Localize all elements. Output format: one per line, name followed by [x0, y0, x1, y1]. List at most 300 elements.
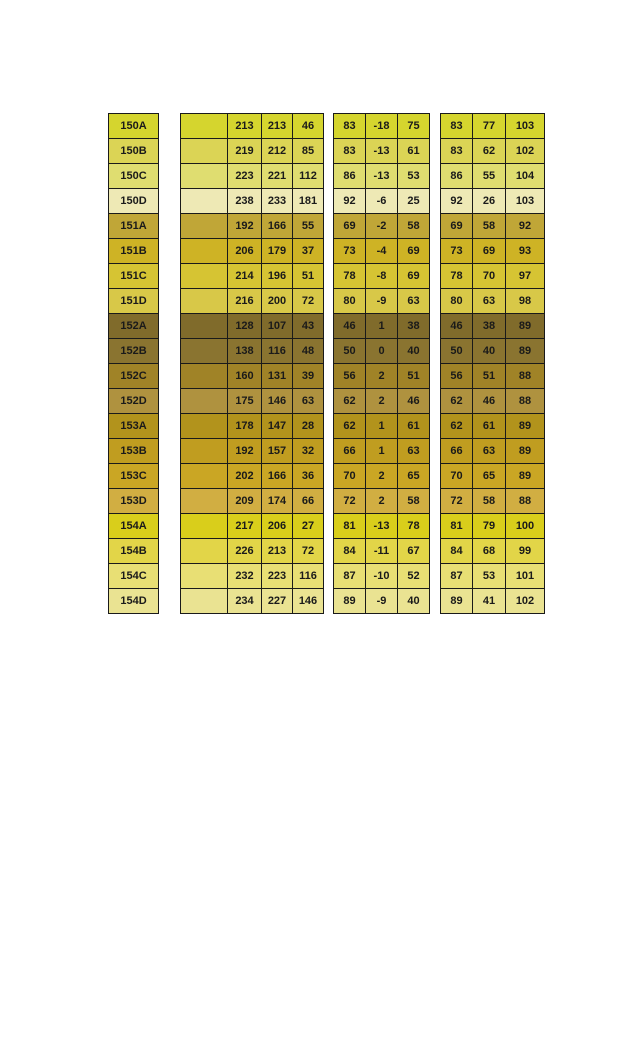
color-swatch — [181, 314, 228, 339]
lch-h-value: 97 — [506, 264, 545, 289]
rgb-b-value: 36 — [293, 464, 324, 489]
swatch-row — [334, 564, 430, 589]
swatch-code: 153B — [109, 439, 159, 464]
lch-c-value: 53 — [473, 564, 506, 589]
lch-c-value: 69 — [473, 239, 506, 264]
rgb-r-value: 213 — [228, 114, 262, 139]
lab-l-value: 72 — [334, 489, 366, 514]
swatch-code: 154B — [109, 539, 159, 564]
rgb-b-value: 116 — [293, 564, 324, 589]
swatch-row — [181, 214, 324, 239]
lch-c-value: 51 — [473, 364, 506, 389]
rgb-table — [180, 113, 324, 614]
lch-c-value: 55 — [473, 164, 506, 189]
swatch-row — [441, 439, 545, 464]
lch-l-value: 70 — [441, 464, 473, 489]
swatch-row — [109, 489, 159, 514]
rgb-r-value: 223 — [228, 164, 262, 189]
rgb-r-value: 217 — [228, 514, 262, 539]
lab-b-value: 63 — [398, 439, 430, 464]
lch-h-value: 102 — [506, 139, 545, 164]
color-swatch — [181, 189, 228, 214]
swatch-row — [441, 414, 545, 439]
rgb-r-value: 209 — [228, 489, 262, 514]
lch-l-value: 92 — [441, 189, 473, 214]
lab-a-value: -8 — [366, 264, 398, 289]
swatch-row — [181, 514, 324, 539]
swatch-row — [109, 539, 159, 564]
code-column — [108, 113, 159, 614]
swatch-row — [441, 364, 545, 389]
lch-l-value: 66 — [441, 439, 473, 464]
lab-b-value: 40 — [398, 339, 430, 364]
lch-h-value: 100 — [506, 514, 545, 539]
lab-b-value: 67 — [398, 539, 430, 564]
swatch-row — [109, 314, 159, 339]
rgb-r-value: 192 — [228, 214, 262, 239]
swatch-row — [181, 139, 324, 164]
rgb-g-value: 213 — [262, 114, 293, 139]
lch-l-value: 62 — [441, 389, 473, 414]
swatch-row — [334, 314, 430, 339]
swatch-row — [109, 389, 159, 414]
swatch-row — [334, 389, 430, 414]
lch-l-value: 72 — [441, 489, 473, 514]
rgb-b-value: 43 — [293, 314, 324, 339]
swatch-row — [441, 539, 545, 564]
color-swatch — [181, 239, 228, 264]
lch-c-value: 68 — [473, 539, 506, 564]
lab-l-value: 78 — [334, 264, 366, 289]
rgb-g-value: 116 — [262, 339, 293, 364]
lch-c-value: 41 — [473, 589, 506, 614]
color-swatch — [181, 289, 228, 314]
rgb-g-value: 131 — [262, 364, 293, 389]
rgb-r-value: 238 — [228, 189, 262, 214]
rgb-g-value: 174 — [262, 489, 293, 514]
lab-l-value: 80 — [334, 289, 366, 314]
lch-l-value: 83 — [441, 114, 473, 139]
lab-b-value: 46 — [398, 389, 430, 414]
lch-c-value: 40 — [473, 339, 506, 364]
rgb-g-value: 146 — [262, 389, 293, 414]
swatch-row — [109, 164, 159, 189]
lch-c-value: 58 — [473, 214, 506, 239]
swatch-row — [334, 264, 430, 289]
swatch-row — [109, 339, 159, 364]
rgb-b-value: 46 — [293, 114, 324, 139]
swatch-row — [109, 214, 159, 239]
rgb-b-value: 66 — [293, 489, 324, 514]
lab-table-body — [334, 114, 430, 614]
swatch-row — [109, 264, 159, 289]
swatch-row — [334, 139, 430, 164]
lch-l-value: 62 — [441, 414, 473, 439]
color-swatch — [181, 489, 228, 514]
lab-l-value: 69 — [334, 214, 366, 239]
lab-b-value: 61 — [398, 414, 430, 439]
swatch-row — [181, 264, 324, 289]
swatch-row — [109, 439, 159, 464]
swatch-code: 151A — [109, 214, 159, 239]
rgb-r-value: 128 — [228, 314, 262, 339]
lab-l-value: 73 — [334, 239, 366, 264]
lab-b-value: 61 — [398, 139, 430, 164]
lab-a-value: -13 — [366, 139, 398, 164]
swatch-row — [441, 264, 545, 289]
lch-c-value: 63 — [473, 439, 506, 464]
swatch-row — [441, 289, 545, 314]
swatch-row — [181, 239, 324, 264]
lab-l-value: 62 — [334, 389, 366, 414]
lch-table-body — [441, 114, 545, 614]
swatch-row — [441, 464, 545, 489]
rgb-g-value: 166 — [262, 464, 293, 489]
lab-l-value: 84 — [334, 539, 366, 564]
swatch-row — [109, 139, 159, 164]
lab-b-value: 52 — [398, 564, 430, 589]
swatch-row — [181, 539, 324, 564]
lch-l-value: 89 — [441, 589, 473, 614]
rgb-g-value: 221 — [262, 164, 293, 189]
lab-a-value: 0 — [366, 339, 398, 364]
lab-b-value: 58 — [398, 214, 430, 239]
lab-a-value: 1 — [366, 414, 398, 439]
swatch-row — [181, 189, 324, 214]
lab-b-value: 65 — [398, 464, 430, 489]
rgb-r-value: 160 — [228, 364, 262, 389]
rgb-r-value: 192 — [228, 439, 262, 464]
lab-l-value: 70 — [334, 464, 366, 489]
swatch-row — [109, 114, 159, 139]
color-swatch — [181, 464, 228, 489]
lch-h-value: 101 — [506, 564, 545, 589]
rgb-g-value: 147 — [262, 414, 293, 439]
swatch-code: 150B — [109, 139, 159, 164]
swatch-row — [441, 189, 545, 214]
lch-c-value: 77 — [473, 114, 506, 139]
rgb-r-value: 214 — [228, 264, 262, 289]
color-swatch — [181, 264, 228, 289]
swatch-row — [441, 314, 545, 339]
lab-a-value: -6 — [366, 189, 398, 214]
rgb-r-value: 138 — [228, 339, 262, 364]
swatch-row — [181, 339, 324, 364]
swatch-row — [334, 464, 430, 489]
lab-a-value: 1 — [366, 439, 398, 464]
rgb-b-value: 85 — [293, 139, 324, 164]
swatch-code: 151D — [109, 289, 159, 314]
lch-h-value: 102 — [506, 589, 545, 614]
color-swatch — [181, 539, 228, 564]
lab-table — [333, 113, 430, 614]
swatch-row — [181, 364, 324, 389]
rgb-b-value: 51 — [293, 264, 324, 289]
lch-h-value: 89 — [506, 314, 545, 339]
swatch-code: 151B — [109, 239, 159, 264]
rgb-r-value: 226 — [228, 539, 262, 564]
lch-h-value: 89 — [506, 339, 545, 364]
swatch-code: 151C — [109, 264, 159, 289]
lch-l-value: 78 — [441, 264, 473, 289]
lab-a-value: -2 — [366, 214, 398, 239]
lch-h-value: 103 — [506, 114, 545, 139]
swatch-row — [334, 289, 430, 314]
lch-c-value: 61 — [473, 414, 506, 439]
lab-b-value: 75 — [398, 114, 430, 139]
lch-l-value: 86 — [441, 164, 473, 189]
lch-l-value: 50 — [441, 339, 473, 364]
swatch-code: 154A — [109, 514, 159, 539]
lch-c-value: 58 — [473, 489, 506, 514]
swatch-row — [109, 239, 159, 264]
color-swatch — [181, 114, 228, 139]
lab-b-value: 40 — [398, 589, 430, 614]
color-swatch — [181, 589, 228, 614]
lch-l-value: 84 — [441, 539, 473, 564]
lab-b-value: 63 — [398, 289, 430, 314]
rgb-g-value: 223 — [262, 564, 293, 589]
rgb-b-value: 39 — [293, 364, 324, 389]
color-swatch — [181, 514, 228, 539]
lch-h-value: 88 — [506, 364, 545, 389]
lab-a-value: -4 — [366, 239, 398, 264]
swatch-row — [334, 514, 430, 539]
rgb-b-value: 37 — [293, 239, 324, 264]
rgb-b-value: 32 — [293, 439, 324, 464]
lch-c-value: 38 — [473, 314, 506, 339]
lch-c-value: 65 — [473, 464, 506, 489]
color-swatch — [181, 414, 228, 439]
swatch-row — [109, 464, 159, 489]
lch-l-value: 46 — [441, 314, 473, 339]
color-swatch — [181, 364, 228, 389]
rgb-r-value: 178 — [228, 414, 262, 439]
color-swatch — [181, 564, 228, 589]
swatch-row — [334, 114, 430, 139]
rgb-g-value: 107 — [262, 314, 293, 339]
lab-b-value: 58 — [398, 489, 430, 514]
swatch-row — [181, 439, 324, 464]
rgb-g-value: 233 — [262, 189, 293, 214]
swatch-code: 152D — [109, 389, 159, 414]
rgb-r-value: 206 — [228, 239, 262, 264]
swatch-row — [334, 214, 430, 239]
swatch-row — [334, 539, 430, 564]
lab-l-value: 92 — [334, 189, 366, 214]
lab-b-value: 25 — [398, 189, 430, 214]
lab-a-value: -13 — [366, 164, 398, 189]
swatch-row — [181, 164, 324, 189]
rgb-g-value: 200 — [262, 289, 293, 314]
lab-l-value: 83 — [334, 114, 366, 139]
swatch-row — [334, 414, 430, 439]
lch-l-value: 83 — [441, 139, 473, 164]
swatch-row — [181, 114, 324, 139]
lch-table — [440, 113, 545, 614]
rgb-table-body — [181, 114, 324, 614]
swatch-row — [334, 364, 430, 389]
rgb-r-value: 219 — [228, 139, 262, 164]
swatch-code: 153A — [109, 414, 159, 439]
swatch-code: 154C — [109, 564, 159, 589]
lab-a-value: -9 — [366, 289, 398, 314]
swatch-row — [181, 489, 324, 514]
lab-b-value: 78 — [398, 514, 430, 539]
swatch-row — [334, 489, 430, 514]
swatch-row — [109, 414, 159, 439]
lch-h-value: 98 — [506, 289, 545, 314]
rgb-b-value: 48 — [293, 339, 324, 364]
lab-b-value: 53 — [398, 164, 430, 189]
swatch-row — [441, 564, 545, 589]
lab-l-value: 89 — [334, 589, 366, 614]
lab-a-value: -18 — [366, 114, 398, 139]
color-swatch — [181, 139, 228, 164]
swatch-row — [441, 164, 545, 189]
lab-l-value: 62 — [334, 414, 366, 439]
swatch-row — [441, 589, 545, 614]
swatch-row — [109, 189, 159, 214]
color-swatch — [181, 389, 228, 414]
swatch-code: 152B — [109, 339, 159, 364]
swatch-row — [109, 289, 159, 314]
lch-c-value: 46 — [473, 389, 506, 414]
lch-c-value: 26 — [473, 189, 506, 214]
swatch-code: 150D — [109, 189, 159, 214]
lab-a-value: 2 — [366, 489, 398, 514]
swatch-row — [109, 589, 159, 614]
lch-c-value: 63 — [473, 289, 506, 314]
rgb-g-value: 196 — [262, 264, 293, 289]
swatch-row — [441, 389, 545, 414]
swatch-row — [441, 139, 545, 164]
swatch-row — [334, 339, 430, 364]
swatch-row — [334, 189, 430, 214]
rgb-r-value: 216 — [228, 289, 262, 314]
rgb-r-value: 175 — [228, 389, 262, 414]
lab-a-value: 2 — [366, 464, 398, 489]
lch-c-value: 70 — [473, 264, 506, 289]
lch-h-value: 93 — [506, 239, 545, 264]
lch-h-value: 99 — [506, 539, 545, 564]
rgb-b-value: 146 — [293, 589, 324, 614]
lch-h-value: 104 — [506, 164, 545, 189]
lch-h-value: 92 — [506, 214, 545, 239]
swatch-row — [334, 239, 430, 264]
swatch-row — [181, 589, 324, 614]
lab-l-value: 50 — [334, 339, 366, 364]
color-swatch — [181, 339, 228, 364]
lab-a-value: -10 — [366, 564, 398, 589]
rgb-g-value: 206 — [262, 514, 293, 539]
rgb-b-value: 72 — [293, 539, 324, 564]
swatch-row — [181, 314, 324, 339]
rgb-r-value: 202 — [228, 464, 262, 489]
lab-a-value: 2 — [366, 364, 398, 389]
color-swatch — [181, 164, 228, 189]
swatch-row — [441, 339, 545, 364]
rgb-b-value: 63 — [293, 389, 324, 414]
lab-l-value: 46 — [334, 314, 366, 339]
swatch-code: 153D — [109, 489, 159, 514]
lch-c-value: 79 — [473, 514, 506, 539]
swatch-row — [441, 489, 545, 514]
swatch-row — [441, 514, 545, 539]
swatch-row — [441, 114, 545, 139]
color-swatch — [181, 214, 228, 239]
swatch-row — [181, 564, 324, 589]
lab-a-value: -11 — [366, 539, 398, 564]
rgb-g-value: 157 — [262, 439, 293, 464]
lch-l-value: 80 — [441, 289, 473, 314]
lab-b-value: 69 — [398, 264, 430, 289]
rgb-b-value: 181 — [293, 189, 324, 214]
swatch-row — [109, 364, 159, 389]
swatch-code: 153C — [109, 464, 159, 489]
swatch-row — [441, 239, 545, 264]
swatch-code: 152A — [109, 314, 159, 339]
rgb-g-value: 179 — [262, 239, 293, 264]
rgb-g-value: 212 — [262, 139, 293, 164]
lab-l-value: 56 — [334, 364, 366, 389]
lch-l-value: 73 — [441, 239, 473, 264]
rgb-b-value: 55 — [293, 214, 324, 239]
lab-l-value: 66 — [334, 439, 366, 464]
swatch-code: 154D — [109, 589, 159, 614]
lab-b-value: 51 — [398, 364, 430, 389]
swatch-row — [181, 414, 324, 439]
lab-a-value: 1 — [366, 314, 398, 339]
rgb-r-value: 234 — [228, 589, 262, 614]
lab-l-value: 86 — [334, 164, 366, 189]
rgb-b-value: 28 — [293, 414, 324, 439]
swatch-row — [441, 214, 545, 239]
swatch-row — [334, 439, 430, 464]
swatch-row — [334, 164, 430, 189]
lab-a-value: 2 — [366, 389, 398, 414]
swatch-row — [109, 514, 159, 539]
lch-h-value: 89 — [506, 439, 545, 464]
swatch-row — [109, 564, 159, 589]
lch-h-value: 103 — [506, 189, 545, 214]
swatch-row — [181, 389, 324, 414]
rgb-r-value: 232 — [228, 564, 262, 589]
lch-c-value: 62 — [473, 139, 506, 164]
lch-h-value: 88 — [506, 489, 545, 514]
rgb-g-value: 213 — [262, 539, 293, 564]
rgb-b-value: 112 — [293, 164, 324, 189]
lab-l-value: 81 — [334, 514, 366, 539]
rgb-g-value: 227 — [262, 589, 293, 614]
swatch-row — [181, 464, 324, 489]
lch-h-value: 89 — [506, 464, 545, 489]
rgb-b-value: 72 — [293, 289, 324, 314]
rgb-g-value: 166 — [262, 214, 293, 239]
lch-l-value: 69 — [441, 214, 473, 239]
swatch-code: 152C — [109, 364, 159, 389]
lch-l-value: 87 — [441, 564, 473, 589]
lch-l-value: 56 — [441, 364, 473, 389]
lab-a-value: -9 — [366, 589, 398, 614]
lab-l-value: 87 — [334, 564, 366, 589]
lch-h-value: 88 — [506, 389, 545, 414]
lab-l-value: 83 — [334, 139, 366, 164]
lab-b-value: 69 — [398, 239, 430, 264]
lab-b-value: 38 — [398, 314, 430, 339]
color-swatch — [181, 439, 228, 464]
lch-l-value: 81 — [441, 514, 473, 539]
